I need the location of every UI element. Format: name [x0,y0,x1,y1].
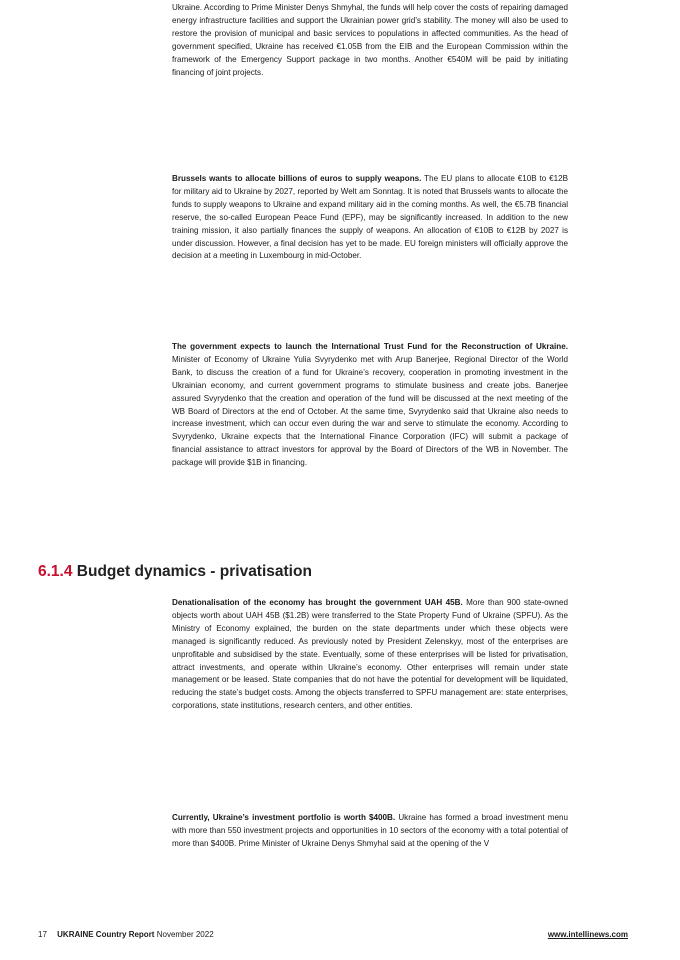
section-title: Budget dynamics - privatisation [76,563,312,580]
paragraph-trust-fund [172,341,568,470]
paragraph-denationalisation [172,597,568,713]
section-heading [38,563,312,581]
paragraph-investment-portfolio [172,812,568,851]
report-title: UKRAINE Country Report [57,930,155,939]
section-number: 6.1.4 [38,563,73,580]
report-date: November 2022 [156,930,214,939]
page-number: 17 [38,930,47,939]
paragraph-text: The EU plans to allocate €10B to €12B for military aid to Ukraine by 2027, reported by Welt am Sonntag. It is noted that Brussels wants to allocate the funds to supply weapons to Ukraine and expand military aid in the coming months. As well, the €5.7B financial reserve, the so-called European Peace Fund (EPF), may be significantly increased. In addition to the new training mission, it also partially finances the supply of weapons. An allocation of €10B to €12B by 2027 is under discussion. However, a final decision has yet to be made. EU foreign ministers will officially approve the decision at a meeting in Luxembourg in mid-October. [172,174,568,261]
paragraph-lead: The government expects to launch the International Trust Fund for the Reconstruction of Ukraine. [172,342,568,351]
paragraph-text: Ukraine has formed a broad investment menu with more than 550 investment projects and opportunities in 10 sectors of the economy with a total potential of more than $400B. Prime Minister of Ukraine Denys Shmyhal said at the opening of the V [172,813,568,848]
paragraph-lead: Brussels wants to allocate billions of euros to supply weapons. [172,174,422,183]
paragraph-lead: Currently, Ukraine’s investment portfolio is worth $400B. [172,813,396,822]
paragraph-lead: Denationalisation of the economy has brought the government UAH 45B. [172,598,463,607]
paragraph-text: Minister of Economy of Ukraine Yulia Svyrydenko met with Arup Banerjee, Regional Director of the World Bank, to discuss the creation of a fund for Ukraine’s recovery, cooperation in promoting investment in the Ukrainian economy, and current government programs to stimulate business and create jobs. Banerjee assured Svyrydenko that the creation and operation of the fund will be discussed at the next meeting of the WB Board of Directors at the end of October. At the same time, Svyrydenko said that Ukraine also needs to increase investment, which can occur even during the war and serve to stimulate the economy. According to Svyrydenko, Ukraine expects that the International Finance Corporation (IFC) will submit a package of financial assistance to attract investors for approval by the Board of Directors of the WB in November. The package will provide $1B in financing. [172,354,568,468]
paragraph-brussels-weapons [172,173,568,263]
website-link[interactable]: www.intellinews.com [547,930,628,939]
paragraph-text: More than 900 state-owned objects worth about UAH 45B ($1.2B) were transferred to the State Property Fund of Ukraine (SPFU). As the Ministry of Economy explained, the burden on the state departments under which these objects were managed is significantly reduced. As previously noted by President Zelenskyy, most of the enterprises are unprofitable and subsidised by the state. Eventually, some of these enterprises will be listed for privatisation, attract investments, and operate within Ukraine’s economy. Other enterprises will remain under state management or be leased. State companies that do not have the potential for development will be liquidated, reducing the state’s budget costs. Among the objects transferred to SPFU management are: state enterprises, corporations, state institutions, research centers, and other entities. [172,598,568,711]
paragraph-text: Ukraine. According to Prime Minister Denys Shmyhal, the funds will help cover the costs of repairing damaged energy infrastructure facilities and support the Ukrainian power grid’s stability. The money will also be used to restore the provision of municipal and basic services to populations in affected communities. As the head of government specified, Ukraine has received €1.05B from the EIB and the European Commission within the framework of the Emergency Support package in two months. Another €540M will be paid by initiating financing of joint projects. [172,3,568,77]
footer-left [38,930,214,939]
paragraph-ukraine-funds [172,2,568,79]
